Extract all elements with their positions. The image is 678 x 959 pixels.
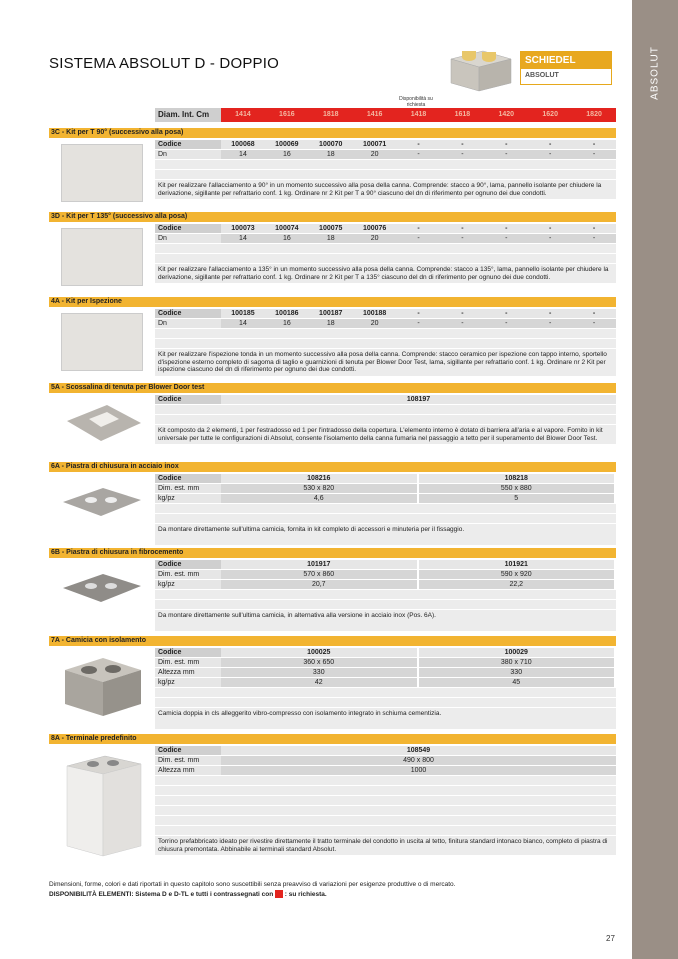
dn-cell: 16: [282, 151, 291, 158]
weight-label: kg/pz: [155, 580, 221, 589]
dim-cell: 530 x 820: [221, 484, 417, 493]
code-cell: 108197: [221, 395, 616, 404]
weight-cell: 42: [221, 678, 417, 687]
dn-cell: 14: [239, 320, 247, 327]
code-cell: 100187: [319, 310, 343, 317]
dn-cell: -: [592, 235, 596, 242]
dim-cell: 590 x 920: [419, 570, 615, 579]
code-label: Codice: [155, 560, 221, 569]
section-6b: [49, 548, 616, 628]
code-cell: -: [505, 225, 508, 232]
code-cell: 108216: [221, 474, 417, 483]
footer-availability: DISPONIBILITÀ ELEMENTI: Sistema D e D-TL e tutti i contrassegnati con: [49, 891, 274, 898]
dn-cell: 14: [239, 235, 247, 242]
weight-cell: 20,7: [221, 580, 417, 589]
dn-label: Dn: [155, 150, 221, 159]
code-cell: 100070: [319, 141, 343, 148]
brand-name: SCHIEDEL: [521, 52, 611, 69]
code-cell: 100069: [275, 141, 299, 148]
dn-cell: -: [549, 235, 552, 242]
dn-cell: 18: [326, 235, 335, 242]
code-cell: -: [417, 141, 420, 148]
diameter-value: 1414: [235, 111, 251, 118]
footer-availability-end: : su richiesta.: [284, 891, 327, 898]
section-title: 7A - Camicia con isolamento: [49, 636, 616, 646]
section-title: 4A - Kit per Ispezione: [49, 297, 616, 307]
section-description: Torrino prefabbricato ideato per rivestire direttamente il tratto terminale del condotto in uscita al tetto, finitura standard intonaco bianco, completo di piastra di chiusura premontata. Abbinabile ai terminali standard Absolut.: [155, 836, 616, 855]
diameter-value: 1616: [279, 111, 295, 118]
dn-cell: -: [461, 235, 464, 242]
brand-logo: [520, 51, 612, 85]
height-label: Altezza mm: [155, 766, 221, 775]
code-cell: 101917: [221, 560, 417, 569]
dim-cell: 550 x 880: [419, 484, 615, 493]
weight-cell: 4,6: [221, 494, 417, 503]
dn-label: Dn: [155, 319, 221, 328]
red-marker-icon: [275, 890, 283, 898]
dim-cell: 570 x 860: [221, 570, 417, 579]
code-cell: -: [461, 141, 464, 148]
weight-label: kg/pz: [155, 494, 221, 503]
dn-cell: 16: [282, 235, 291, 242]
footer-disclaimer: Dimensioni, forme, colori e dati riportati in questo capitolo sono suscettibili senza preavviso di variazioni per esigenze produttive o di mercato.: [49, 881, 456, 888]
dn-cell: 18: [326, 320, 335, 327]
section-3c: [49, 128, 616, 208]
code-label: Codice: [155, 395, 221, 404]
section-title: 5A - Scossalina di tenuta per Blower Door test: [49, 383, 616, 393]
section-description: Kit per realizzare l'ispezione tonda in un momento successivo alla posa della canna. Comprende: stacco ceramico per ispezione con tappo interno, sportello d'ispezione esterno completo di sagoma di taglio e guarnizioni di tenuta per Blower Door Test, lama, sigillante per refrattario conf. 1 kg. Ordinare nr 2 Kit per ispezione ciascuno del dn di riferimento per ognuno dei due condotti.: [155, 349, 616, 376]
block-image: [63, 652, 143, 718]
height-label: Altezza mm: [155, 668, 221, 677]
product-image: [447, 45, 515, 93]
code-cell: -: [505, 141, 508, 148]
section-title: 6A - Piastra di chiusura in acciaio inox: [49, 462, 616, 472]
kit-box-image: [61, 228, 143, 286]
section-description: Da montare direttamente sull'ultima camicia, in alternativa alla versione in acciaio inox (Pos. 6A).: [155, 610, 616, 622]
height-cell: 1000: [221, 766, 616, 775]
height-cell: 330: [419, 668, 615, 677]
code-label: Codice: [155, 309, 221, 318]
dn-cell: -: [505, 320, 508, 327]
code-cell: -: [549, 225, 552, 232]
side-tab: [632, 0, 678, 959]
dn-cell: 20: [370, 320, 379, 327]
dn-cell: -: [461, 151, 464, 158]
steel-plate-image: [61, 480, 143, 520]
diameter-value: 1416: [366, 111, 383, 118]
section-description: Kit per realizzare l'allacciamento a 90° in un momento successivo alla posa della canna. Comprende: stacco a 90°, lama, pannello isolante per chiudere la derivazione, sigillante per refrattario conf. 1 kg. Ordinare nr 2 Kit per T a 90° ciascuno del dn di riferimento per ognuno dei due condotti.: [155, 180, 616, 199]
dim-cell: 360 x 650: [221, 658, 417, 667]
footer-notes: [49, 880, 455, 900]
dn-cell: 18: [326, 151, 335, 158]
dn-cell: -: [417, 151, 420, 158]
code-cell: 100071: [362, 141, 387, 148]
brand-sub: ABSOLUT: [525, 72, 559, 79]
dn-cell: 16: [282, 320, 291, 327]
code-cell: -: [417, 310, 420, 317]
terminal-image: [61, 752, 145, 860]
code-cell: 100029: [419, 648, 615, 657]
diameter-label: Diam. Int. Cm: [155, 108, 221, 122]
page-number: 27: [606, 934, 615, 943]
code-cell: -: [592, 141, 596, 148]
dn-cell: -: [549, 320, 552, 327]
code-cell: -: [417, 225, 420, 232]
section-7a: [49, 636, 616, 726]
section-description: Kit per realizzare l'allacciamento a 135° in un momento successivo alla posa della canna. Comprende: stacco a 135°, lama, pannello isolante per chiudere la derivazione, sigillante per refrattario conf. 1 kg. Ordinare nr 2 Kit per T a 135° ciascuno del dn di riferimento per ognuno dei due condotti.: [155, 264, 616, 283]
weight-cell: 5: [419, 494, 615, 503]
dn-cell: 20: [370, 151, 379, 158]
diameter-value: 1618: [454, 111, 471, 118]
dn-cell: -: [505, 235, 508, 242]
dim-cell: 490 x 800: [221, 756, 616, 765]
code-cell: 100186: [275, 310, 299, 317]
code-cell: 100073: [231, 225, 255, 232]
section-6a: [49, 462, 616, 542]
code-cell: 100025: [221, 648, 417, 657]
dn-label: Dn: [155, 234, 221, 243]
weight-cell: 45: [419, 678, 615, 687]
page-title: SISTEMA ABSOLUT D - DOPPIO: [49, 55, 279, 72]
dim-cell: 380 x 710: [419, 658, 615, 667]
diameter-value: 1820: [586, 111, 602, 118]
code-label: Codice: [155, 746, 221, 755]
kit-box-image: [61, 313, 143, 371]
dim-label: Dim. est. mm: [155, 484, 221, 493]
diameter-value: 1818: [322, 111, 339, 118]
availability-note: Disponibilità su richiesta: [399, 96, 433, 108]
code-cell: -: [592, 225, 596, 232]
flashing-image: [63, 399, 143, 444]
section-title: 3D - Kit per T 135° (successivo alla posa): [49, 212, 616, 222]
code-cell: 100074: [275, 225, 299, 232]
section-description: Da montare direttamente sull'ultima camicia, fornita in kit completo di accessori e minuteria per il fissaggio.: [155, 524, 616, 536]
side-tab-label: ABSOLUT: [649, 46, 661, 100]
weight-cell: 22,2: [419, 580, 615, 589]
diameter-value: 1620: [542, 111, 558, 118]
code-cell: 100185: [231, 310, 255, 317]
dn-cell: -: [549, 151, 552, 158]
section-description: Camicia doppia in cls alleggerito vibro-compresso con isolamento integrato in schiuma cementizia.: [155, 708, 616, 720]
code-cell: -: [461, 225, 464, 232]
code-cell: -: [549, 310, 552, 317]
dim-label: Dim. est. mm: [155, 756, 221, 765]
code-label: Codice: [155, 474, 221, 483]
dn-cell: -: [505, 151, 508, 158]
section-5a: [49, 383, 616, 458]
dim-label: Dim. est. mm: [155, 570, 221, 579]
code-cell: -: [461, 310, 464, 317]
code-cell: 100188: [362, 310, 387, 317]
diameter-header: [155, 108, 616, 122]
section-3d: [49, 212, 616, 292]
dn-cell: -: [417, 320, 420, 327]
dn-cell: 20: [370, 235, 379, 242]
fibrocement-plate-image: [61, 566, 143, 606]
height-cell: 330: [221, 668, 417, 677]
code-cell: 100075: [319, 225, 343, 232]
dn-cell: -: [461, 320, 464, 327]
code-cell: 101921: [419, 560, 615, 569]
section-title: 6B - Piastra di chiusura in fibrocemento: [49, 548, 616, 558]
dn-cell: -: [417, 235, 420, 242]
code-label: Codice: [155, 140, 221, 149]
diameter-value: 1418: [410, 111, 427, 118]
code-cell: -: [549, 141, 552, 148]
dim-label: Dim. est. mm: [155, 658, 221, 667]
code-label: Codice: [155, 224, 221, 233]
section-description: Kit composto da 2 elementi, 1 per l'estradosso ed 1 per l'intradosso della copertura. L'elemento interno è dotato di barriera all'aria e al vapore. Fornito in kit universale per tutte le configurazioni di Absolut, consente l'isolamento della canna fumaria nel passaggio a tetto per il superamento del Blower Door Test.: [155, 425, 616, 444]
weight-label: kg/pz: [155, 678, 221, 687]
code-cell: -: [505, 310, 508, 317]
section-8a: [49, 734, 616, 864]
code-label: Codice: [155, 648, 221, 657]
section-title: 8A - Terminale predefinito: [49, 734, 616, 744]
code-cell: 100068: [231, 141, 255, 148]
section-4a: [49, 297, 616, 377]
diameter-value: 1420: [498, 111, 515, 118]
dn-cell: -: [592, 320, 596, 327]
dn-cell: 14: [239, 151, 247, 158]
code-cell: -: [592, 310, 596, 317]
kit-box-image: [61, 144, 143, 202]
code-cell: 108549: [221, 746, 616, 755]
dn-cell: -: [592, 151, 596, 158]
code-cell: 100076: [362, 225, 387, 232]
code-cell: 108218: [419, 474, 615, 483]
section-title: 3C - Kit per T 90° (successivo alla posa): [49, 128, 616, 138]
